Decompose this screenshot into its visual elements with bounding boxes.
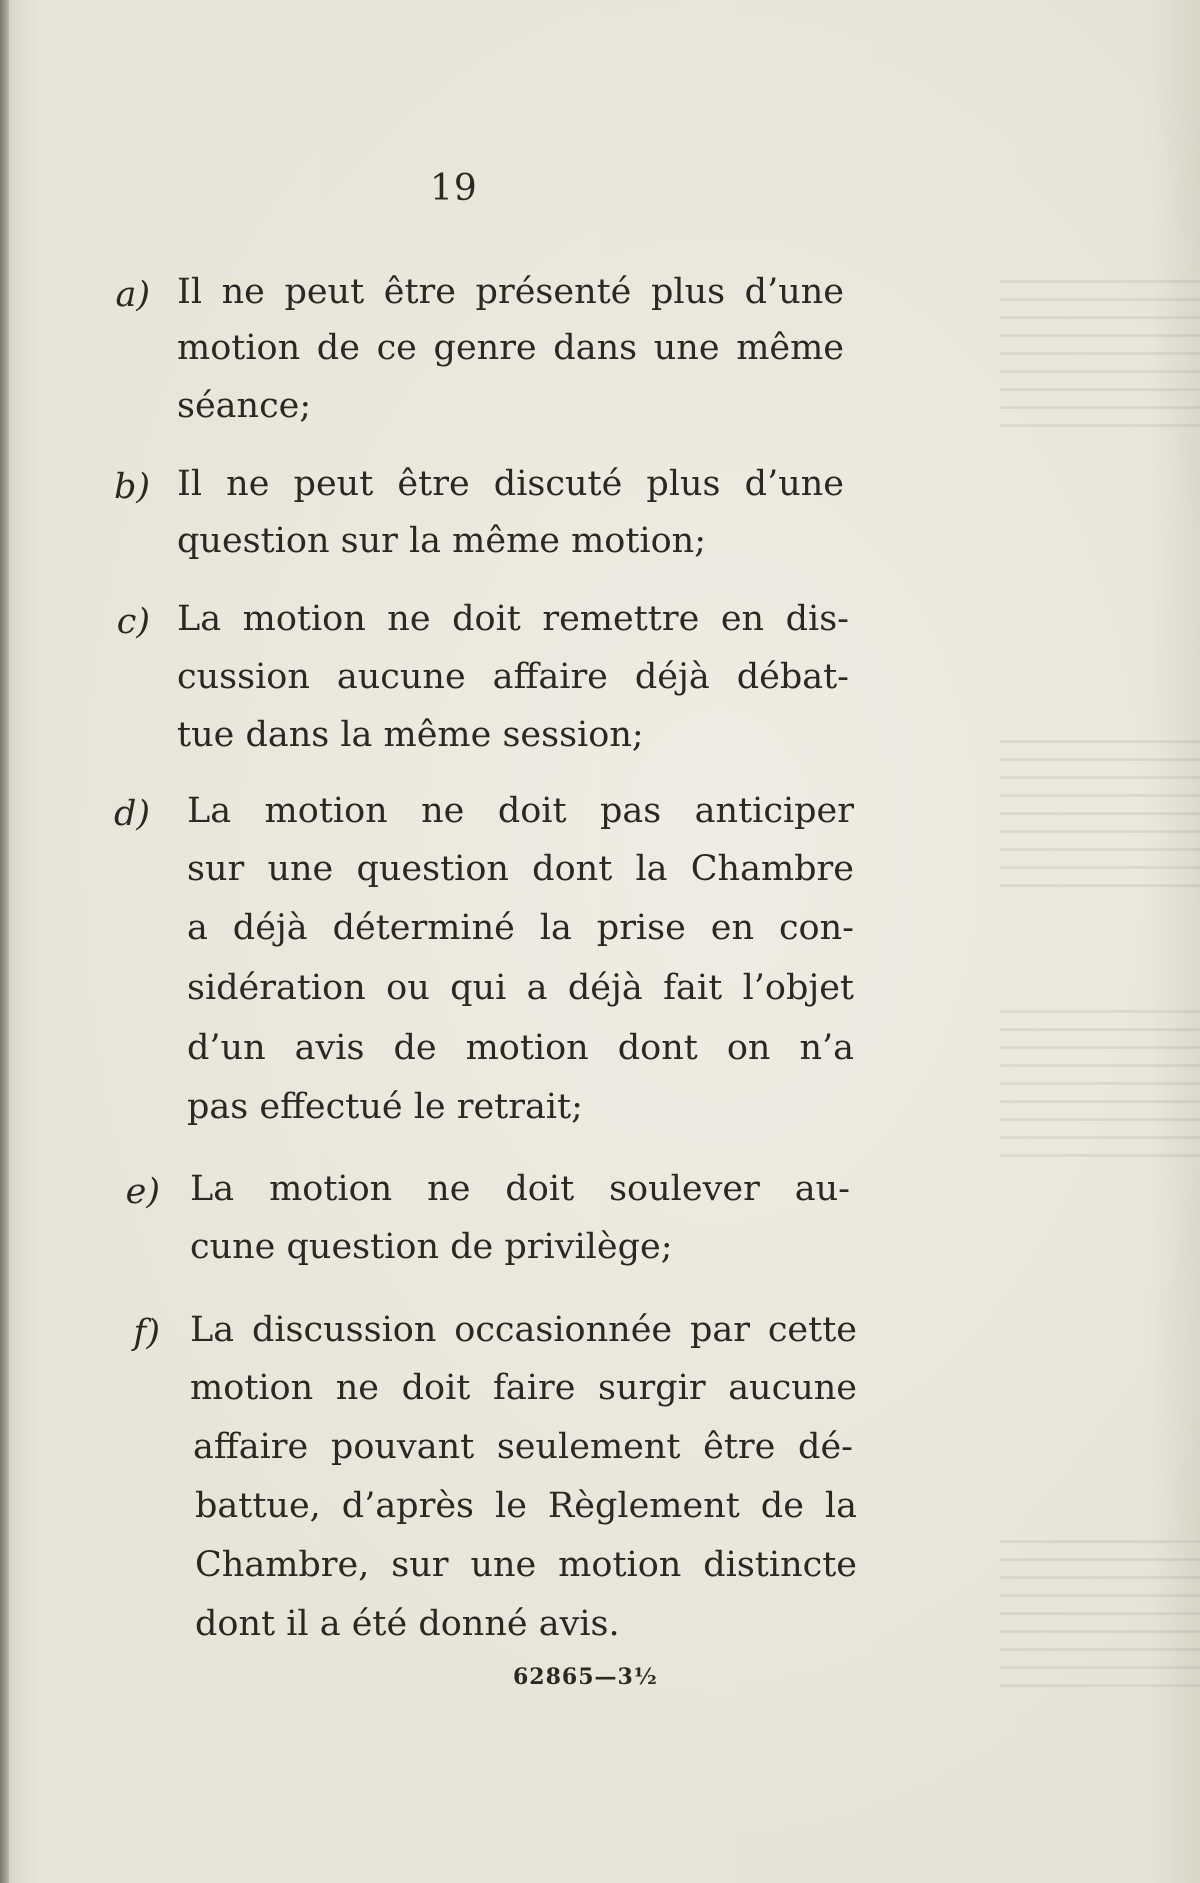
item-line: a déjà déterminé la prise en con- bbox=[187, 908, 854, 948]
item-line: La motion ne doit remettre en dis- bbox=[177, 599, 849, 639]
item-line: cune question de privilège; bbox=[190, 1227, 673, 1267]
item-line: Chambre, sur une motion distincte bbox=[195, 1545, 857, 1585]
item-line: séance; bbox=[177, 386, 312, 426]
item-line: motion ne doit faire surgir aucune bbox=[190, 1368, 857, 1408]
item-line: question sur la même motion; bbox=[177, 521, 707, 561]
item-marker: f) bbox=[133, 1313, 160, 1353]
item-marker: d) bbox=[113, 794, 150, 834]
item-line: La discussion occasionnée par cette bbox=[190, 1310, 857, 1350]
item-marker: c) bbox=[116, 602, 150, 642]
item-line: tue dans la même session; bbox=[177, 715, 644, 755]
show-through-text bbox=[1000, 1540, 1200, 1690]
show-through-text bbox=[1000, 740, 1200, 890]
item-marker: b) bbox=[113, 467, 150, 507]
show-through-text bbox=[1000, 280, 1200, 430]
item-line: sidération ou qui a déjà fait l’objet bbox=[187, 968, 854, 1008]
item-line: La motion ne doit soulever au- bbox=[190, 1169, 850, 1209]
item-line: Il ne peut être discuté plus d’une bbox=[177, 464, 844, 504]
show-through-text bbox=[1000, 1010, 1200, 1160]
item-line: La motion ne doit pas anticiper bbox=[187, 791, 854, 831]
item-line: Il ne peut être présenté plus d’une bbox=[177, 272, 844, 312]
printer-code: 62865—3½ bbox=[513, 1664, 658, 1690]
binding-edge bbox=[0, 0, 9, 1883]
item-line: sur une question dont la Chambre bbox=[187, 849, 854, 889]
item-line: battue, d’après le Règlement de la bbox=[195, 1486, 857, 1526]
item-line: motion de ce genre dans une même bbox=[177, 328, 844, 368]
item-line: pas effectué le retrait; bbox=[187, 1087, 583, 1127]
page-number: 19 bbox=[430, 168, 478, 209]
item-marker: e) bbox=[125, 1172, 160, 1212]
item-line: dont il a été donné avis. bbox=[195, 1604, 620, 1644]
item-line: d’un avis de motion dont on n’a bbox=[187, 1028, 854, 1068]
item-marker: a) bbox=[115, 275, 150, 315]
item-line: affaire pouvant seulement être dé- bbox=[193, 1427, 853, 1467]
item-line: cussion aucune affaire déjà débat- bbox=[177, 657, 849, 697]
